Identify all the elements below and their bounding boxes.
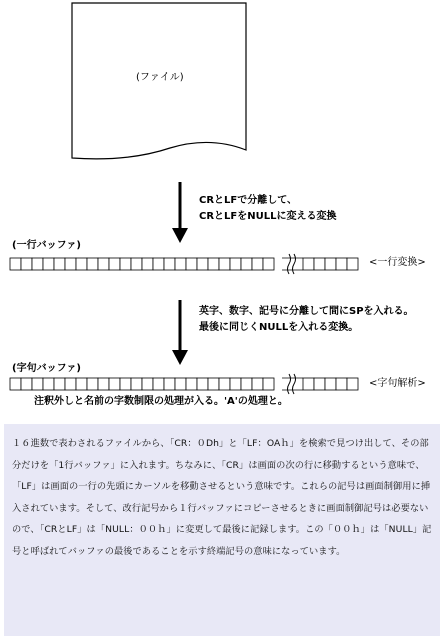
buffer-cell <box>109 378 120 390</box>
buffer-cell <box>303 258 314 270</box>
buffer-cell <box>131 378 142 390</box>
buffer-cell <box>336 258 347 270</box>
buffer-cell <box>32 258 43 270</box>
buffer-cell <box>87 378 98 390</box>
buffer-cell <box>10 258 21 270</box>
buffer-cell <box>230 258 241 270</box>
buffer-cell <box>76 258 87 270</box>
buffer-cell <box>120 378 131 390</box>
buffer-cell <box>54 258 65 270</box>
phrase-buffer-cells <box>10 374 358 394</box>
description-text: １６進数で表わされるファイルから、「CR：０Dh」と「LF：OAｈ」を検索で見つけ出して、その部分だけを「1行バッファ」に入れます。ちなみに、「CR」は画面の次の行に移動するという意味で、「LF」は画面の一行の先頭にカーソルを移動させるという意味です。これらの記号は画面制御用に挿入されています。そして、改行記号から１行バッファにコピーさせるときに画面制御記号は必要ないので、「CRとLF」は「NULL：００ｈ」に変更して最後に記録します。この「００ｈ」は「NULL」記号と呼ばれてバッファの最後であることを示す終端記号の意味になっています。 <box>12 438 432 557</box>
buffer-cell <box>175 378 186 390</box>
phrase-buffer-label: (字句バッファ) <box>12 363 81 374</box>
buffer-cell <box>175 258 186 270</box>
step2-line1: 英字、数字、記号に分離して間にSPを入れる。 <box>199 306 414 317</box>
buffer-cell <box>208 258 219 270</box>
buffer-cell <box>186 258 197 270</box>
buffer-cell <box>197 378 208 390</box>
buffer-cell <box>98 258 109 270</box>
buffer-cell <box>131 258 142 270</box>
buffer-cell <box>230 378 241 390</box>
buffer-cell <box>109 258 120 270</box>
buffer-cell <box>65 258 76 270</box>
buffer-cell <box>43 258 54 270</box>
line-buffer-cells <box>10 254 358 274</box>
break-mark <box>293 254 296 274</box>
buffer-cell <box>347 378 358 390</box>
buffer-cell <box>164 258 175 270</box>
buffer-cell <box>252 258 263 270</box>
note-text: 注釈外しと名前の字数制限の処理が入る。'A'の処理と。 <box>34 396 288 407</box>
buffer-cell <box>21 378 32 390</box>
buffer-cell <box>98 378 109 390</box>
line-buffer-label: (一行バッファ) <box>12 240 81 251</box>
buffer-cell <box>263 258 274 270</box>
buffer-cell <box>241 258 252 270</box>
buffer-cell <box>219 258 230 270</box>
line-buffer-process: <一行変換> <box>369 257 426 268</box>
buffer-cell <box>314 378 325 390</box>
arrow-down-icon <box>172 182 188 243</box>
file-label: (ファイル) <box>136 72 184 83</box>
buffer-cell <box>10 378 21 390</box>
buffer-cell <box>43 378 54 390</box>
buffer-cell <box>76 378 87 390</box>
arrow-down-icon <box>172 300 188 365</box>
buffer-cell <box>241 378 252 390</box>
buffer-cell <box>314 258 325 270</box>
buffer-cell <box>65 378 76 390</box>
buffer-cell <box>21 258 32 270</box>
buffer-cell <box>197 258 208 270</box>
buffer-cell <box>153 258 164 270</box>
buffer-cell <box>54 378 65 390</box>
buffer-cell <box>263 378 274 390</box>
step1-line1: CRとLFで分離して、 <box>199 195 298 206</box>
break-mark <box>288 254 291 274</box>
break-mark <box>293 374 296 394</box>
buffer-cell <box>142 378 153 390</box>
buffer-cell <box>164 378 175 390</box>
buffer-cell <box>142 258 153 270</box>
phrase-buffer-process: <字句解析> <box>369 378 426 389</box>
buffer-cell <box>325 258 336 270</box>
buffer-cell <box>219 378 230 390</box>
step2-line2: 最後に同じくNULLを入れる変換。 <box>199 322 359 333</box>
buffer-cell <box>120 258 131 270</box>
buffer-cell <box>208 378 219 390</box>
buffer-cell <box>32 378 43 390</box>
buffer-cell <box>87 258 98 270</box>
buffer-cell <box>303 378 314 390</box>
buffer-cell <box>325 378 336 390</box>
buffer-cell <box>347 258 358 270</box>
break-mark <box>288 374 291 394</box>
step1-line2: CRとLFをNULLに変える変換 <box>199 211 337 222</box>
buffer-cell <box>336 378 347 390</box>
buffer-cell <box>252 378 263 390</box>
buffer-cell <box>153 378 164 390</box>
buffer-cell <box>186 378 197 390</box>
